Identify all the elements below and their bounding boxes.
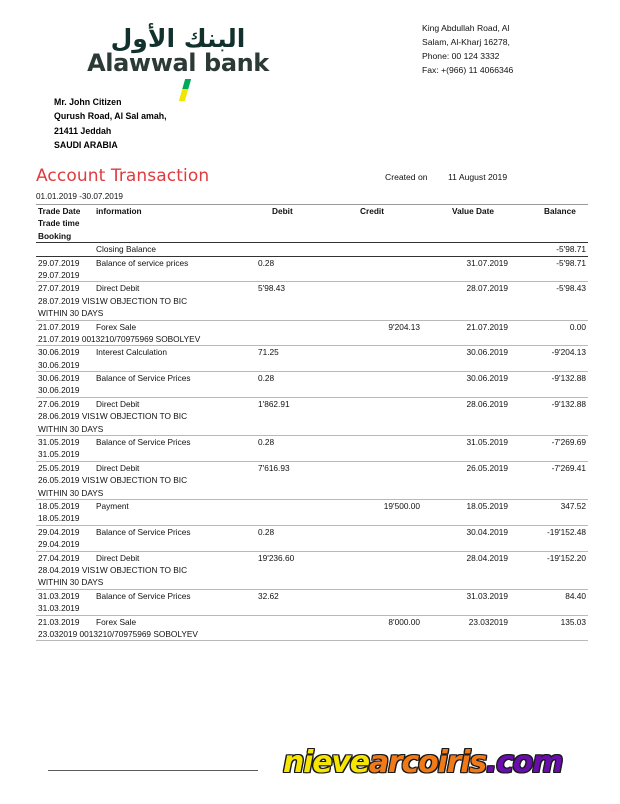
table-row-subline <box>36 474 588 486</box>
cell-information: Direct Debit <box>96 283 140 294</box>
cell-balance: -5'98.71 <box>556 257 586 268</box>
bank-logo-arabic-text: البنك الأول <box>110 24 246 53</box>
cell-debit: 0.28 <box>258 373 275 384</box>
table-row <box>36 321 588 333</box>
cell-value-date: 21.07.2019 <box>466 321 508 332</box>
cell-subline-text: 28.04.2019 VIS1W OBJECTION TO BIC <box>38 564 188 575</box>
cell-value-date: 30.04.2019 <box>466 526 508 537</box>
cell-subline-text: 21.07.2019 0013210/70975969 SOBOLYEV <box>38 333 201 344</box>
watermark-part-1: nieve <box>283 745 369 780</box>
table-row-subline <box>36 628 588 640</box>
cell-debit: 71.25 <box>258 347 279 358</box>
table-row-subline <box>36 295 588 307</box>
header-booking: Booking <box>38 230 72 241</box>
cell-balance: 347.52 <box>560 500 586 511</box>
cell-subline-text: 23.032019 0013210/70975969 SOBOLYEV <box>38 628 198 639</box>
cell-credit: 8'000.00 <box>388 616 420 627</box>
header-trade-time: Trade time <box>38 218 80 229</box>
cell-subline-text: 18.05.2019 <box>38 513 80 524</box>
table-row <box>36 436 588 448</box>
bank-address-line-3: Phone: 00 124 3332 <box>422 50 500 61</box>
cell-trade-date: 21.07.2019 <box>38 321 80 332</box>
table-row-subline <box>36 423 588 435</box>
cell-trade-date: 18.05.2019 <box>38 500 80 511</box>
cell-debit: 0.28 <box>258 437 275 448</box>
cell-debit: 0.28 <box>258 257 275 268</box>
table-row <box>36 590 588 602</box>
cell-trade-date: 27.04.2019 <box>38 552 80 563</box>
cell-subline-text: 29.04.2019 <box>38 539 80 550</box>
recipient-street: Qurush Road, Al Sal amah, <box>54 111 167 122</box>
table-row-subline <box>36 512 588 524</box>
cell-information: Direct Debit <box>96 398 140 409</box>
cell-trade-date: 21.03.2019 <box>38 616 80 627</box>
cell-credit: 19'500.00 <box>383 500 420 511</box>
cell-debit: 1'862.91 <box>258 398 290 409</box>
cell-trade-date: 29.07.2019 <box>38 257 80 268</box>
cell-information: Payment <box>96 500 129 511</box>
cell-subline-text: WITHIN 30 DAYS <box>38 487 104 498</box>
cell-information: Balance of Service Prices <box>96 526 191 537</box>
cell-balance: 0.00 <box>569 321 586 332</box>
cell-balance: -19'152.48 <box>547 526 586 537</box>
table-row-subline <box>36 333 588 345</box>
bank-logo-latin-text <box>63 51 293 76</box>
cell-balance: -5'98.43 <box>556 283 586 294</box>
table-header-row <box>36 205 588 217</box>
table-row-subline <box>36 564 588 576</box>
table-header-row-2 <box>36 217 588 229</box>
cell-value-date: 28.07.2019 <box>466 283 508 294</box>
bank-address-line-4: Fax: +(966) 11 4066346 <box>422 64 514 75</box>
table-row <box>36 616 588 628</box>
recipient-name: Mr. John Citizen <box>54 97 122 107</box>
document-header <box>0 18 620 98</box>
site-watermark <box>283 745 563 780</box>
cell-information: Direct Debit <box>96 462 140 473</box>
bank-logo-latin-label: Alawwal bank <box>87 49 269 78</box>
header-debit: Debit <box>272 206 293 216</box>
cell-subline-text: WITHIN 30 DAYS <box>38 423 104 434</box>
cell-balance: -9'132.88 <box>551 398 586 409</box>
cell-balance: -5'98.71 <box>556 244 586 255</box>
cell-value-date: 30.06.2019 <box>466 373 508 384</box>
cell-subline-text: 31.05.2019 <box>38 449 80 460</box>
cell-value-date: 31.07.2019 <box>466 257 508 268</box>
cell-trade-date: 31.03.2019 <box>38 590 80 601</box>
cell-trade-date: 27.07.2019 <box>38 283 80 294</box>
bank-address-line-1: King Abdullah Road, Al <box>422 23 510 33</box>
cell-debit: 5'98.43 <box>258 283 285 294</box>
transactions-table <box>36 204 588 641</box>
cell-trade-date: 30.06.2019 <box>38 347 80 358</box>
bank-logo <box>63 26 293 76</box>
cell-subline-text: 26.05.2019 VIS1W OBJECTION TO BIC <box>38 475 188 486</box>
table-row-subline <box>36 269 588 281</box>
cell-value-date: 30.06.2019 <box>466 347 508 358</box>
table-row-subline <box>36 538 588 550</box>
cell-subline-text: 30.06.2019 <box>38 385 80 396</box>
cell-value-date: 23.032019 <box>468 616 508 627</box>
cell-trade-date: 25.05.2019 <box>38 462 80 473</box>
cell-information: Forex Sale <box>96 321 137 332</box>
cell-debit: 7'616.93 <box>258 462 290 473</box>
table-row <box>36 257 588 269</box>
cell-subline-text: WITHIN 30 DAYS <box>38 308 104 319</box>
signature-line <box>48 770 258 771</box>
cell-balance: -9'204.13 <box>551 347 586 358</box>
table-row <box>36 500 588 512</box>
cell-subline-text: 31.03.2019 <box>38 603 80 614</box>
created-on-label: Created on <box>385 172 428 182</box>
table-row-subline <box>36 384 588 396</box>
header-credit: Credit <box>360 206 384 216</box>
title-row <box>36 168 592 194</box>
table-row-subline <box>36 410 588 422</box>
cell-balance: 84.40 <box>565 590 586 601</box>
cell-value-date: 28.04.2019 <box>466 552 508 563</box>
recipient-address-block <box>54 95 167 152</box>
table-bottom-rule <box>36 640 588 641</box>
table-row <box>36 282 588 294</box>
table-row <box>36 398 588 410</box>
bank-address-block <box>422 22 602 78</box>
table-row <box>36 243 588 255</box>
header-balance: Balance <box>544 206 576 216</box>
cell-trade-date: 29.04.2019 <box>38 526 80 537</box>
cell-value-date: 18.05.2019 <box>466 500 508 511</box>
table-row-subline <box>36 487 588 499</box>
created-on-value: 11 August 2019 <box>448 172 508 182</box>
cell-trade-date: 31.05.2019 <box>38 437 80 448</box>
cell-balance: -19'152.20 <box>547 552 586 563</box>
cell-balance: 135.03 <box>560 616 586 627</box>
recipient-city: 21411 Jeddah <box>54 125 112 136</box>
cell-balance: -9'132.88 <box>551 373 586 384</box>
watermark-part-2: arcoiris <box>368 745 486 780</box>
cell-balance: -7'269.69 <box>551 437 586 448</box>
table-row <box>36 462 588 474</box>
cell-subline-text: 28.06.2019 VIS1W OBJECTION TO BIC <box>38 411 188 422</box>
cell-information: Direct Debit <box>96 552 140 563</box>
cell-subline-text: 30.06.2019 <box>38 359 80 370</box>
bank-address-line-2: Salam, Al-Kharj 16278, <box>422 36 510 47</box>
cell-information: Interest Calculation <box>96 347 168 358</box>
cell-information: Closing Balance <box>96 244 156 255</box>
cell-debit: 19'236.60 <box>258 552 295 563</box>
cell-information: Balance of Service Prices <box>96 437 191 448</box>
cell-balance: -7'269.41 <box>551 462 586 473</box>
cell-information: Balance of Service Prices <box>96 373 191 384</box>
cell-subline-text: 29.07.2019 <box>38 269 80 280</box>
statement-date-range: 01.01.2019 -30.07.2019 <box>36 192 123 201</box>
table-row-subline <box>36 359 588 371</box>
page-title: Account Transaction <box>36 166 210 186</box>
header-trade-date: Trade Date <box>38 206 81 216</box>
cell-information: Balance of Service Prices <box>96 590 191 601</box>
table-row <box>36 372 588 384</box>
cell-value-date: 26.05.2019 <box>466 462 508 473</box>
cell-trade-date: 27.06.2019 <box>38 398 80 409</box>
table-row <box>36 526 588 538</box>
table-row-subline <box>36 602 588 614</box>
cell-debit: 32.62 <box>258 590 279 601</box>
header-information: information <box>96 206 142 216</box>
cell-subline-text: 28.07.2019 VIS1W OBJECTION TO BIC <box>38 295 188 306</box>
table-row <box>36 346 588 358</box>
header-value-date: Value Date <box>452 206 494 216</box>
cell-value-date: 31.03.2019 <box>466 590 508 601</box>
recipient-country: SAUDI ARABIA <box>54 139 118 150</box>
table-row-subline <box>36 576 588 588</box>
cell-credit: 9'204.13 <box>388 321 420 332</box>
watermark-part-3: .com <box>485 745 563 780</box>
table-row <box>36 552 588 564</box>
cell-value-date: 31.05.2019 <box>466 437 508 448</box>
cell-information: Forex Sale <box>96 616 137 627</box>
table-row-subline <box>36 448 588 460</box>
cell-debit: 0.28 <box>258 526 275 537</box>
cell-value-date: 28.06.2019 <box>466 398 508 409</box>
cell-information: Balance of service prices <box>96 257 189 268</box>
table-row-subline <box>36 307 588 319</box>
cell-trade-date: 30.06.2019 <box>38 373 80 384</box>
cell-subline-text: WITHIN 30 DAYS <box>38 577 104 588</box>
table-header-row-3 <box>36 230 588 242</box>
logo-accent-slash-icon <box>179 79 191 101</box>
